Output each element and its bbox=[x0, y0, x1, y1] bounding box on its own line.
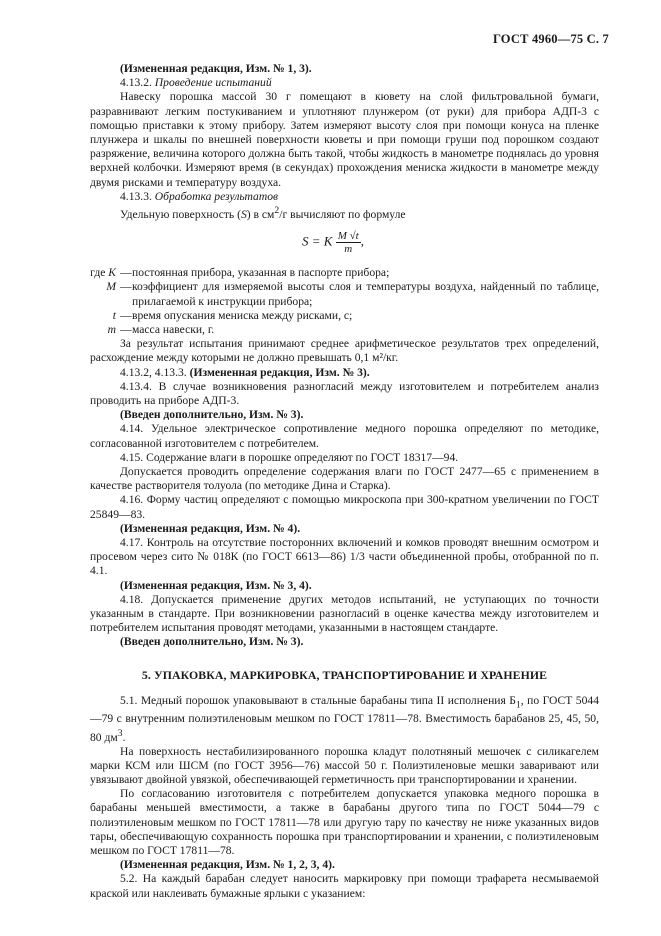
formula-fraction bbox=[336, 230, 361, 255]
definition-symbol bbox=[70, 266, 120, 280]
paragraph: Навеску порошка массой 30 г помещают в кювету на слой фильтровальной бумаги, разравнивают легким постукиванием и уплотняют плунжером (от руки) для прибора АДП-3 с помощью приставки к этому прибору. Затем измеряют высоту слоя при помощи конуса на пленке плунжера и шкалы по внешней поверхности кюветы и при помощи груши под порошком создают разряжение, величина которого должна быть такой, чтобы жидкость в манометре поднялась до уровня верхней колбочки. Измеряют время (в секундах) прохождения мениска жидкости в манометре между двумя рисками и температуру воздуха. bbox=[90, 90, 599, 189]
paragraph bbox=[90, 536, 599, 579]
definition-symbol: m bbox=[107, 322, 116, 336]
text-run: Удельную поверхность ( bbox=[120, 207, 241, 221]
clause-numbers: 4.13.2, 4.13.3. bbox=[120, 365, 187, 379]
definition-row bbox=[90, 266, 599, 280]
amendment-note: (Измененная редакция, Изм. № 1, 2, 3, 4). bbox=[120, 858, 335, 872]
paragraph: 4.14. Удельное электрическое сопротивление медного порошка определяют по методике, согласованной изготовителем с потребителем. bbox=[90, 422, 599, 450]
section-heading: 5. УПАКОВКА, МАРКИРОВКА, ТРАНСПОРТИРОВАНИЕ И ХРАНЕНИЕ bbox=[141, 667, 548, 682]
text-run: ) в см bbox=[246, 207, 275, 221]
amendment-note: (Введен дополнительно, Изм. № 3). bbox=[120, 635, 304, 649]
paragraph: 4.18. Допускается применение других методов испытаний, не уступающих по точности указанным в стандарте. При возникновении разногласий в оценке качества между изготовителем и потребителем испытания проводят методами, указанными в настоящем стандарте. bbox=[90, 592, 599, 635]
paragraph: 4.15. Содержание влаги в порошке определяют по ГОСТ 18317—94. bbox=[120, 450, 459, 464]
definition-text: коэффициент для измеряемой высоты слоя и температуры воздуха, найденный по таблице, прилагаемой к инструкции прибора; bbox=[132, 280, 599, 308]
variable-definitions bbox=[90, 266, 599, 337]
text-run: . bbox=[122, 730, 126, 744]
document-body bbox=[90, 62, 599, 901]
paragraph: Допускается проводить определение содержания влаги по ГОСТ 2477—65 с применением в качестве растворителя толуола (по методике Дина и Старка). bbox=[90, 464, 599, 493]
symbol: K bbox=[108, 266, 116, 280]
amendment-note: (Измененная редакция, Изм. № 3, 4). bbox=[120, 578, 312, 592]
definition-dash: — bbox=[120, 322, 132, 336]
amendment-note: (Измененная редакция, Изм. № 1, 3). bbox=[120, 62, 312, 75]
text-run: /г вычисляют по формуле bbox=[279, 207, 406, 221]
paragraph: За результат испытания принимают среднее арифметическое результатов трех определений, расхождение между которыми не должно превышать 0,1 м²/кг. bbox=[90, 337, 599, 365]
definition-text: масса навески, г. bbox=[132, 322, 215, 336]
formula-denominator: m bbox=[344, 243, 353, 256]
text-run: 5.1. Медный порошок упаковывают в стальные барабаны типа II исполнения Б bbox=[120, 693, 516, 707]
symbol: S bbox=[240, 207, 247, 221]
subsection-heading bbox=[90, 190, 599, 204]
definition-text: время опускания мениска между рисками, с; bbox=[132, 308, 353, 322]
text-run: , по ГОСТ 5044—79 с внутренним полиэтиленовым мешком по ГОСТ 17811—78. Вместимость барабанов 25, 45, 50, 80 дм bbox=[90, 693, 599, 744]
subsection-heading bbox=[90, 76, 599, 90]
definition-row bbox=[90, 323, 599, 337]
definition-text: постоянная прибора, указанная в паспорте прибора; bbox=[132, 266, 390, 280]
amendment-line bbox=[90, 366, 599, 380]
definition-row bbox=[90, 309, 599, 323]
definition-row bbox=[90, 280, 599, 308]
formula bbox=[90, 222, 599, 264]
amendment-note: (Введен дополнительно, Изм. № 3). bbox=[120, 408, 304, 422]
definition-symbol: M bbox=[106, 280, 116, 294]
subsection-number: 4.13.2. bbox=[120, 76, 152, 90]
superscript: 3 bbox=[117, 727, 123, 739]
paragraph: 5.2. На каждый барабан следует наносить маркировку при помощи трафарета несмываемой краской или наклеивать бумажные ярлыки с указанием: bbox=[90, 872, 599, 900]
text-run: части объединенной пробы, отобранной по п. 4.1. bbox=[90, 550, 600, 578]
definition-dash: — bbox=[120, 280, 132, 294]
definition-dash: — bbox=[120, 308, 132, 322]
paragraph: 4.13.4. В случае возникновения разногласий между изготовителем и потребителем анализ проводить на приборе АДП-3. bbox=[90, 379, 599, 407]
text-run: 4.17. Контроль на отсутствие посторонних включений и комков проводят внешним осмотром и просевом через сито № 018К (по ГОСТ 6613—86) bbox=[90, 535, 599, 564]
page-header: ГОСТ 4960—75 С. 7 bbox=[492, 32, 609, 46]
paragraph: 4.16. Форму частиц определяют с помощью микроскопа при 300-кратном увеличении по ГОСТ 25849—83. bbox=[90, 493, 599, 521]
definition-dash: — bbox=[120, 266, 132, 280]
definition-symbol: t bbox=[112, 308, 116, 322]
paragraph bbox=[90, 694, 599, 745]
superscript: 2 bbox=[274, 205, 280, 217]
amendment-note: (Измененная редакция, Изм. № 4). bbox=[120, 521, 301, 535]
formula-intro bbox=[90, 204, 599, 222]
amendment-note: (Измененная редакция, Изм. № 3). bbox=[189, 365, 370, 379]
paragraph: По согласованию изготовителя с потребителем допускается упаковка медного порошка в барабаны меньшей вместимости, а также в барабаны другого типа по ГОСТ 5044—79 с полиэтиленовым мешком по ГОСТ 17811—78 или другую тару по качеству не ниже указанных видов тары, обеспечивающую сохранность порошка при транспортировании и хранении, с полиэтиленовым мешком по ГОСТ 17811—78. bbox=[90, 787, 599, 857]
subsection-title: Обработка результатов bbox=[154, 189, 279, 203]
formula-tail: , bbox=[360, 233, 364, 249]
paragraph: На поверхность нестабилизированного порошка кладут полотняный мешочек с силикагелем марки КСМ или ШСМ (по ГОСТ 3956—76) массой 50 г. Полиэтиленовые мешки заваривают или увязывают двойной увязкой, обеспечивающей герметичность при транспортировании и хранении. bbox=[90, 744, 599, 786]
formula-lhs: S = K bbox=[302, 233, 333, 249]
subscript: 1 bbox=[515, 699, 521, 711]
formula-numerator: M √t bbox=[337, 230, 359, 243]
subsection-number: 4.13.3. bbox=[120, 189, 152, 203]
definition-prefix: где bbox=[90, 266, 109, 280]
subsection-title: Проведение испытаний bbox=[154, 76, 272, 90]
fraction: 1/3 bbox=[349, 550, 365, 564]
